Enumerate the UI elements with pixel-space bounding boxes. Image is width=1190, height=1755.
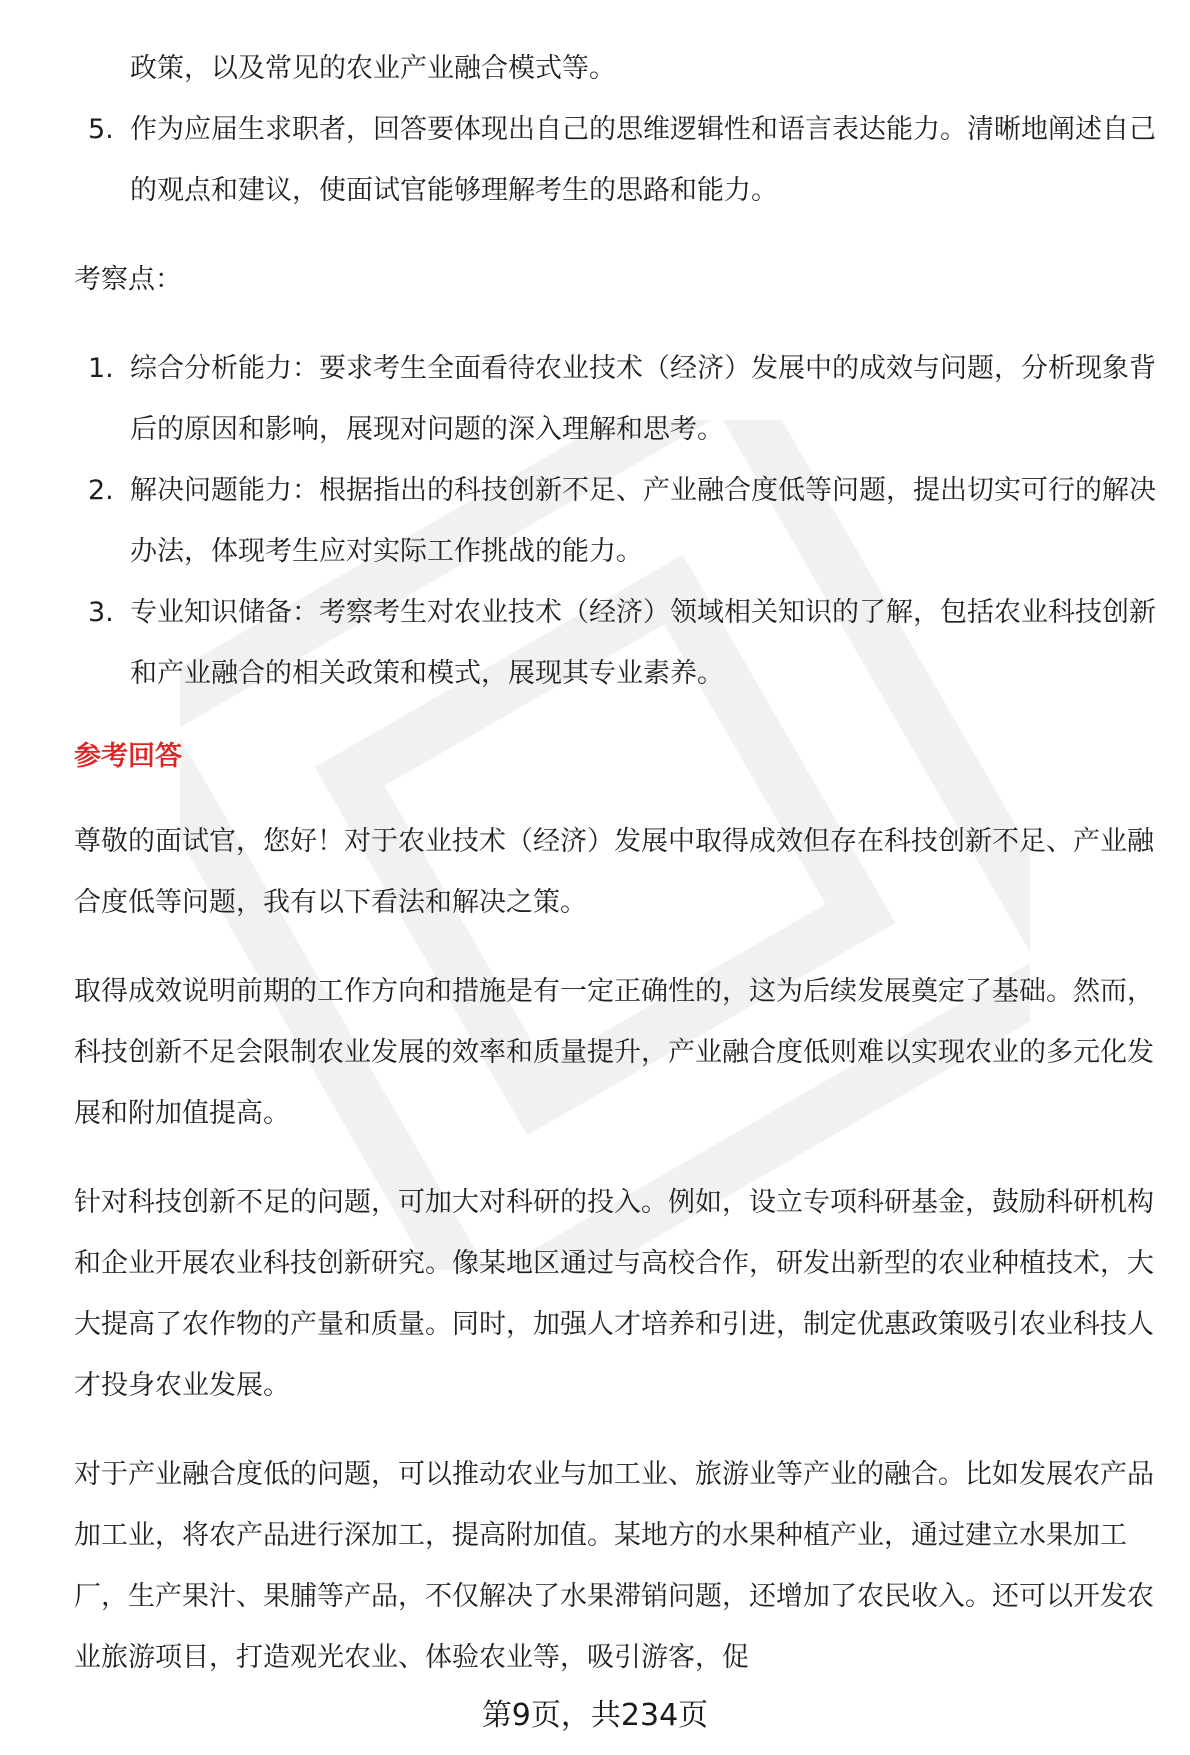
list-item-text: 作为应届生求职者，回答要体现出自己的思维逻辑性和语言表达能力。清晰地阐述自己的观点和建议，使面试官能够理解考生的思路和能力。 [130, 114, 1156, 206]
answer-paragraph: 取得成效说明前期的工作方向和措施是有一定正确性的，这为后续发展奠定了基础。然而，科技创新不足会限制农业发展的效率和质量提升，产业融合度低则难以实现农业的多元化发展和附加值提高。 [74, 976, 1154, 1129]
list-item-number: 2. [88, 475, 114, 506]
list-item-number: 5. [88, 114, 114, 145]
page-indicator: 第9页，共234页 [481, 1698, 709, 1733]
list-item-text: 综合分析能力：要求考生全面看待农业技术（经济）发展中的成效与问题，分析现象背后的原因和影响，展现对问题的深入理解和思考。 [130, 353, 1156, 445]
document-body [74, 38, 1164, 1688]
list-item [74, 582, 1164, 704]
answer-paragraph: 对于产业融合度低的问题，可以推动农业与加工业、旅游业等产业的融合。比如发展农产品加工业，将农产品进行深加工，提高附加值。某地方的水果种植产业，通过建立水果加工厂，生产果汁、果脯等产品，不仅解决了水果滞销问题，还增加了农民收入。还可以开发农业旅游项目，打造观光农业、体验农业等，吸引游客，促 [74, 1459, 1154, 1673]
answer-paragraph: 尊敬的面试官，您好！对于农业技术（经济）发展中取得成效但存在科技创新不足、产业融合度低等问题，我有以下看法和解决之策。 [74, 826, 1154, 918]
list-item-number: 3. [88, 597, 114, 628]
assessment-list [74, 338, 1164, 704]
list-item-text: 解决问题能力：根据指出的科技创新不足、产业融合度低等问题，提出切实可行的解决办法，体现考生应对实际工作挑战的能力。 [130, 475, 1156, 567]
list-item [74, 338, 1164, 460]
list-item-continuation: 政策，以及常见的农业产业融合模式等。 [130, 53, 616, 84]
list-item-number: 1. [88, 353, 114, 384]
section-title: 参考回答 [74, 741, 182, 772]
assessment-heading: 考察点： [74, 264, 182, 295]
list-item [74, 99, 1164, 221]
list-item [74, 460, 1164, 582]
answer-paragraph: 针对科技创新不足的问题，可加大对科研的投入。例如，设立专项科研基金，鼓励科研机构和企业开展农业科技创新研究。像某地区通过与高校合作，研发出新型的农业种植技术，大大提高了农作物的产量和质量。同时，加强人才培养和引进，制定优惠政策吸引农业科技人才投身农业发展。 [74, 1187, 1154, 1401]
list-item-text: 专业知识储备：考察考生对农业技术（经济）领域相关知识的了解，包括农业科技创新和产业融合的相关政策和模式，展现其专业素养。 [130, 597, 1156, 689]
